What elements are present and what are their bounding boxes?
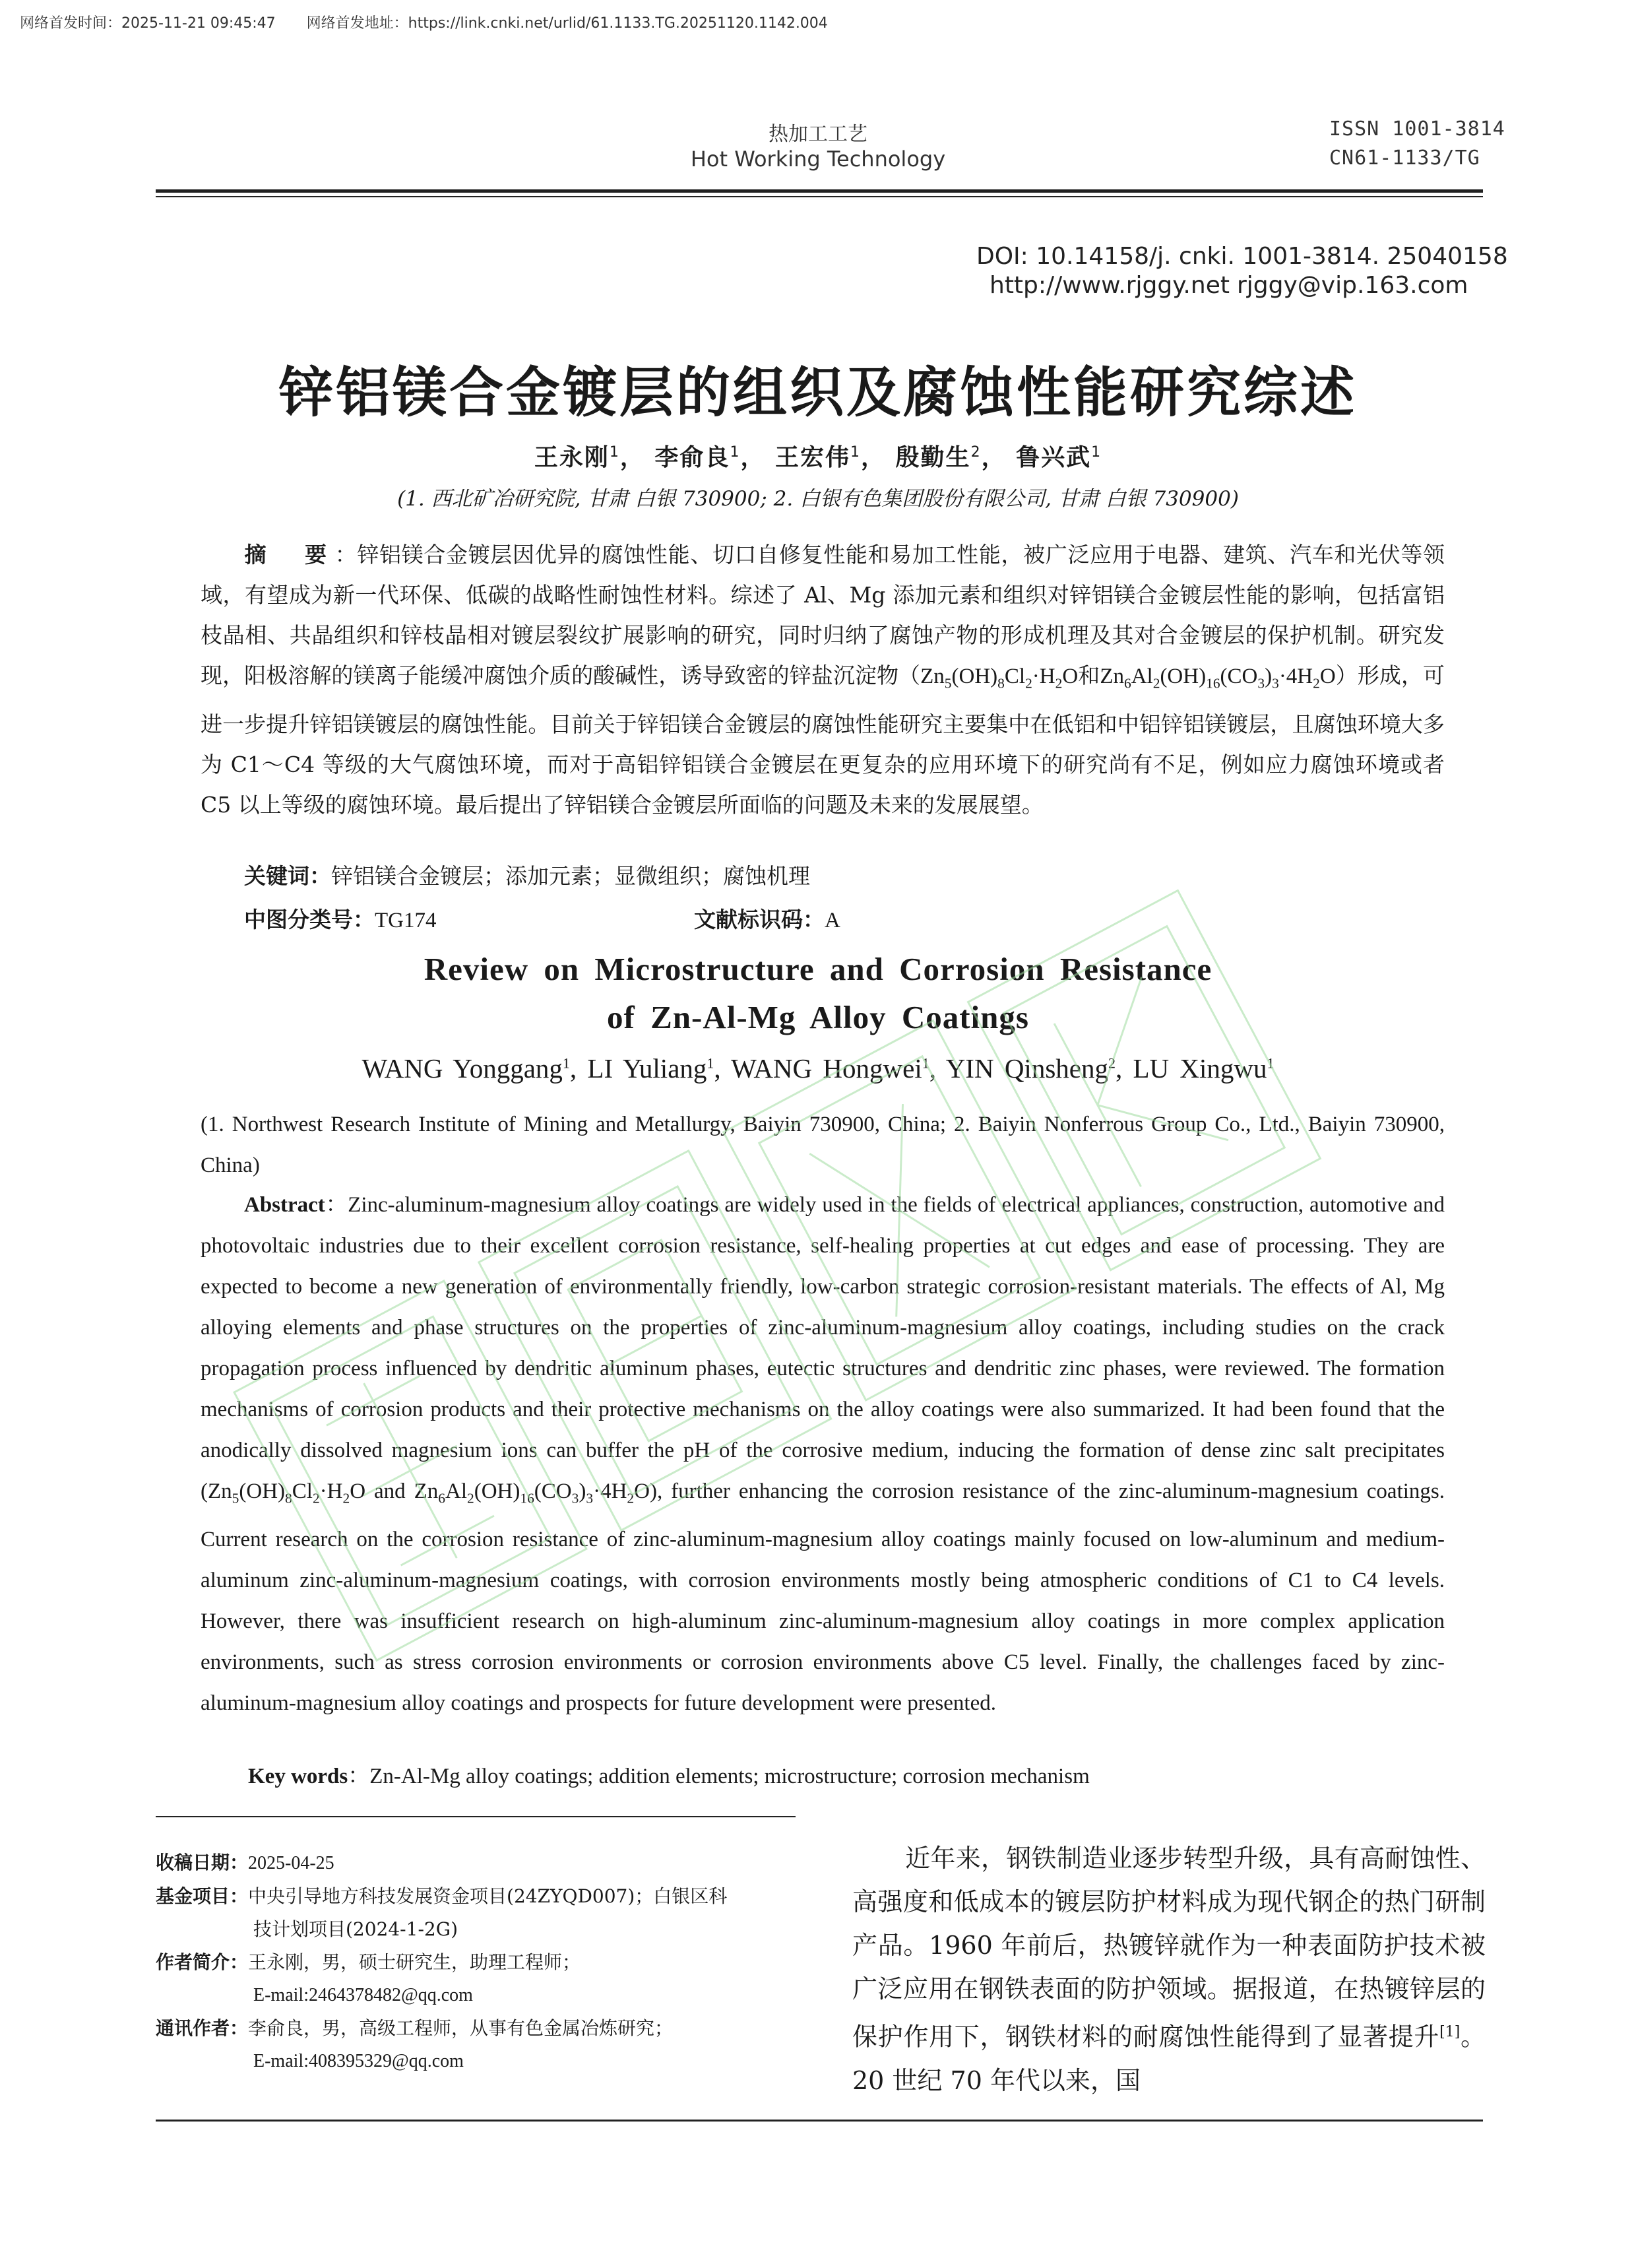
formula-zinc-aluminum-carbonate-en: $Zn_6Al_2(OH)_{16}(CO_3)_3\cdot 4H_2O$: [414, 1479, 650, 1507]
author-en: YIN Qinsheng$^2$: [945, 1053, 1116, 1084]
bottom-rule: [156, 2120, 1483, 2122]
authors-cn: 王永刚$^1$， 李俞良$^1$， 王宏伟$^1$， 殷勤生$^2$， 鲁兴武$^1$: [534, 444, 1102, 471]
abstract-cn: 摘 要：锌铝镁合金镀层因优异的腐蚀性能、切口自修复性能和易加工性能，被广泛应用于电器、建筑、汽车和光伏等领域，有望成为新一代环保、低碳的战略性耐蚀性材料。综述了 Al、Mg 添加元素和组织对锌铝镁合金镀层性能的影响，包括富铝枝晶相、共晶组织和锌枝晶相对镀层裂纹扩展影响的研究，同时归纳了腐蚀产物的形成机理及其对合金镀层的保护机制。研究发现，阳极溶解的镁离子能缓冲腐蚀介质的酸碱性，诱导致密的锌盐沉淀物（$Zn_5(OH)_8Cl_2\cdot H_2O$和$Zn_6Al_2(OH)_{16}(CO_3)_3\cdot 4H_2O$）形成，可进一步提升锌铝镁镀层的腐蚀性能。目前关于锌铝镁合金镀层的腐蚀性能研究主要集中在低铝和中铝锌铝镁镀层，且腐蚀环境大多为 C1～C4 等级的大气腐蚀环境，而对于高铝锌铝镁合金镀层在更复杂的应用环境下的研究尚有不足，例如应力腐蚀环境或者 C5 以上等级的腐蚀环境。最后提出了锌铝镁合金镀层所面临的问题及未来的发展展望。: [201, 542, 1445, 818]
keywords-en: Key words：Zn-Al-Mg alloy coatings; addition elements; microstructure; corrosion mechanism: [248, 1765, 1090, 1788]
author-cn: 王宏伟$^1$: [774, 444, 861, 471]
formula-zinc-aluminum-carbonate: $Zn_6Al_2(OH)_{16}(CO_3)_3\cdot 4H_2O$: [1100, 664, 1336, 692]
affiliation-cn: (1. 西北矿冶研究院, 甘肃 白银 730900; 2. 白银有色集团股份有限公司, 甘肃 白银 730900): [397, 487, 1239, 511]
paper-title-en-line2: of Zn-Al-Mg Alloy Coatings: [607, 999, 1029, 1035]
header-rule-thick: [156, 189, 1483, 193]
keywords-cn: 关键词：锌铝镁合金镀层；添加元素；显微组织；腐蚀机理: [244, 863, 810, 889]
abstract-en: Abstract：Zinc-aluminum-magnesium alloy coatings are widely used in the fields of electrical appliances, construction, automotive and photovoltaic industries due to their excellent corrosion resistance, self-healing properties at cut edges and ease of processing. They are expected to become a new generation of environmentally friendly, low-carbon strategic corrosion-resistant materials. The effects of Al, Mg alloying elements and phase structures on the properties of zinc-aluminum-magnesium alloy coatings, including studies on the crack propagation process influenced by dendritic aluminum phases, eutectic structures and dendritic zinc phases, were reviewed. The formation mechanisms of corrosion products and their protective mechanisms on the alloy coatings were also summarized. It had been found that the anodically dissolved magnesium ions can buffer the pH of the corrosive medium, inducing the formation of dense zinc salt precipitates ($Zn_5(OH)_8Cl_2\cdot H_2O$ and $Zn_6Al_2(OH)_{16}(CO_3)_3\cdot 4H_2O$), further enhancing the corrosion resistance of the zinc-aluminum-magnesium coatings. Current research on the corrosion resistance of zinc-aluminum-magnesium alloy coatings mainly focused on low-aluminum and medium-aluminum zinc-aluminum-magnesium coatings, with corrosion environments mostly being atmospheric conditions of C1 to C4 levels. However, there was insufficient research on high-aluminum zinc-aluminum-magnesium alloy coatings in more complex application environments, such as stress corrosion environments or corrosion environments above C5 level. Finally, the challenges faced by zinc-aluminum-magnesium alloy coatings and prospects for future development were presented.: [201, 1193, 1445, 1715]
footnote-rule: [156, 1816, 796, 1817]
paper-title-cn: 锌铝镁合金镀层的组织及腐蚀性能研究综述: [278, 362, 1357, 424]
journal-email: rjggy@vip.163.com: [1237, 272, 1468, 299]
author-en: LU Xingwu$^1$: [1133, 1053, 1274, 1084]
fund-info-cont: 技计划项目(2024-1-2G): [253, 1918, 458, 1940]
first-pub-url: 网络首发地址：https://link.cnki.net/urlid/61.1133.TG.20251120.1142.004: [306, 15, 828, 32]
corresponding-author: 通讯作者：李俞良，男，高级工程师，从事有色金属冶炼研究；: [156, 2017, 674, 2039]
author-en: WANG Yonggang$^1$: [362, 1053, 570, 1084]
journal-name-cn: 热加工工艺: [769, 123, 867, 146]
clc-number: 中图分类号：TG174: [244, 907, 437, 932]
citation-1: [1]: [1439, 2024, 1461, 2040]
first-publication-stamp: [20, 12, 854, 32]
formula-zinc-chloride-en: $Zn_5(OH)_8Cl_2\cdot H_2O$: [208, 1479, 366, 1507]
fund-info: 基金项目：中央引导地方科技发展资金项目(24ZYQD007)；白银区科: [156, 1885, 728, 1907]
paper-title-en-line1: Review on Microstructure and Corrosion Resistance: [424, 951, 1212, 987]
header-rule-thin: [156, 196, 1483, 197]
document-code: 文献标识码：A: [694, 907, 840, 932]
classification-line: [244, 903, 1432, 934]
author-cn: 王永刚$^1$: [534, 444, 620, 471]
journal-website: http://www.rjggy.net: [990, 272, 1230, 299]
author-bio: 作者简介：王永刚，男，硕士研究生，助理工程师；: [156, 1951, 581, 1973]
author-en: WANG Hongwei$^1$: [731, 1053, 929, 1084]
cn-number: CN61-1133/TG: [1329, 146, 1480, 170]
received-date: 收稿日期：2025-04-25: [156, 1852, 334, 1873]
author-email: E-mail:2464378482@qq.com: [253, 1985, 473, 2005]
author-cn: 殷勤生$^2$: [895, 444, 982, 471]
author-cn: 鲁兴武$^1$: [1016, 444, 1102, 471]
issn: ISSN 1001-3814: [1329, 117, 1505, 141]
abstract-en-label: Abstract: [244, 1193, 325, 1217]
footnotes: [156, 1846, 802, 2078]
author-cn: 李俞良$^1$: [654, 444, 741, 471]
author-en: LI Yuliang$^1$: [587, 1053, 714, 1084]
authors-en: WANG Yonggang$^1$, LI Yuliang$^1$, WANG Hongwei$^1$, YIN Qinsheng$^2$, LU Xingwu$^1$: [362, 1053, 1274, 1084]
corresponding-email: E-mail:408395329@qq.com: [253, 2051, 464, 2071]
doi: DOI: 10.14158/j. cnki. 1001-3814. 25040158: [976, 243, 1508, 270]
journal-name-en: Hot Working Technology: [690, 146, 946, 172]
affiliation-en: (1. Northwest Research Institute of Mining and Metallurgy, Baiyin 730900, China; 2. Baiyin Nonferrous Group Co., Ltd., Baiyin 730900, China): [201, 1113, 1445, 1177]
abstract-cn-label: 摘 要: [244, 542, 335, 567]
body-text-intro: 近年来，钢铁制造业逐步转型升级，具有高耐蚀性、高强度和低成本的镀层防护材料成为现代钢企的热门研制产品。1960 年前后，热镀锌就作为一种表面防护技术被广泛应用在钢铁表面的防护领域。据报道，在热镀锌层的保护作用下，钢铁材料的耐腐蚀性能得到了显著提升[1]。20 世纪 70 年代以来，国: [852, 1844, 1486, 2095]
formula-zinc-chloride: $Zn_5(OH)_8Cl_2\cdot H_2O$: [920, 664, 1079, 692]
first-pub-time: 网络首发时间：2025-11-21 09:45:47: [20, 15, 276, 32]
